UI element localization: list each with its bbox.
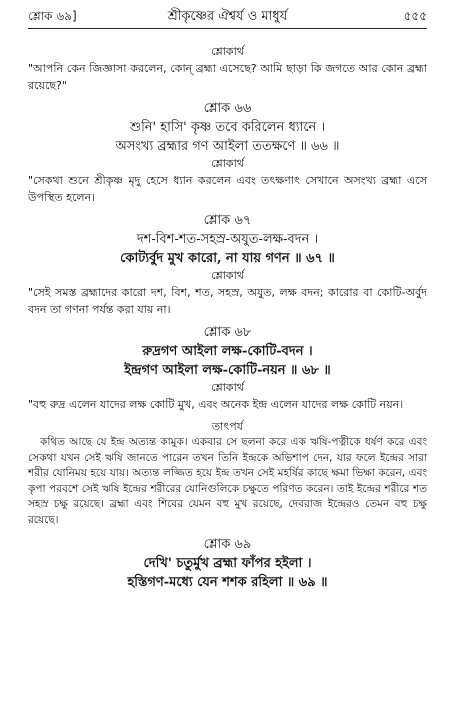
verse-line: অসংখ্য ব্রহ্মার গণ আইলা ততক্ষণে ॥ ৬৬ ॥: [115, 139, 340, 154]
verse-line: শুনি' হাসি' কৃষ্ণ তবে করিলেন ধ্যানে ।: [129, 120, 326, 135]
translation-text: "সেই সমস্ত ব্রহ্মাদের কারো দশ, বিশ, শত, সহস্র, অযুত, লক্ষ বদন; কারোর বা কোটি-অর্বুদ বদন তা গণনা পর্যন্ত করা যায় না।: [28, 286, 427, 316]
header-rule: [28, 28, 427, 29]
translation-label: শ্লোকার্থ: [211, 381, 244, 394]
verse-line: রুদ্রগণ আইলা লক্ষ-কোটি-বদন ।: [142, 344, 313, 359]
verse-line: ইন্দ্রগণ আইলা লক্ষ-কোটি-নয়ন ॥ ৬৮ ॥: [124, 363, 331, 378]
verse-line: দেখি' চতুর্মুখ ব্রহ্মা ফাঁপর হইলা ।: [143, 556, 312, 571]
verse-line: হস্তিগণ-মধ্যে যেন শশক রহিলা ॥ ৬৯ ॥: [127, 575, 328, 590]
verse-line: দশ-বিশ-শত-সহস্র-অযুত-লক্ষ-বদন ।: [136, 232, 319, 247]
translation-label: শ্লোকার্থ: [211, 45, 244, 58]
page-header: [28, 6, 427, 28]
purport-label: তাৎপর্য: [211, 420, 244, 433]
header-verse-ref: শ্লোক ৬৯]: [28, 9, 77, 23]
verse-label: শ্লোক ৬৮: [203, 325, 252, 340]
page-content: [28, 44, 427, 592]
purport-text: কথিত আছে যে ইন্দ্র অত্যন্ত কামুক। একবার সে ছলনা করে এক ঋষি-পত্নীকে ধর্ষণ করে এবং সেকথা যখন সেই ঋষি জানতে পারেন তখন তিনি ইন্দ্রকে অভিশাপ দেন, যার ফলে ইন্দ্রের সারা শরীর যোনিময় হয়ে যায়। অত্যন্ত লজ্জিত হয়ে ইন্দ্র তখন সেই মহর্ষির কাছে ক্ষমা ভিক্ষা করেন, এবং কৃপা পরবশে সেই ঋষি ইন্দ্রের শরীরের যোনিগুলিকে চক্ষুতে পরিণত করেন। তাই ইন্দ্রের শরীরে শত সহস্র চক্ষু রয়েছে। ব্রহ্মা এবং শিবের যেমন বহু মুখ রয়েছে, দেবরাজ ইন্দ্রেরও তেমন বহু চক্ষু রয়েছে।: [28, 436, 427, 526]
translation-text: "বহু রুদ্র এলেন যাদের লক্ষ কোটি মুখ, এবং অনেক ইন্দ্র এলেন যাদের লক্ষ কোটি নয়ন।: [28, 398, 404, 411]
verse-label: শ্লোক ৬৯: [203, 537, 252, 552]
translation-label: শ্লোকার্থ: [211, 157, 244, 170]
header-chapter-title: শ্রীকৃষ্ণের ঐশ্বর্য ও মাধুর্য: [167, 9, 288, 24]
translation-text: "সেকথা শুনে শ্রীকৃষ্ণ মৃদু হেসে ধ্যান করলেন এবং তৎক্ষণাৎ সেখানে অসংখ্য ব্রহ্মা এসে উপস্থিত হলেন।: [28, 174, 427, 204]
translation-label: শ্লোকার্থ: [211, 269, 244, 282]
verse-label: শ্লোক ৬৬: [203, 101, 252, 116]
translation-text: "আপনি কেন জিজ্ঞাসা করলেন, কোন্ ব্রহ্মা এসেছে? আমি ছাড়া কি জগতে আর কোন ব্রহ্মা রয়েছে?": [28, 62, 427, 92]
verse-label: শ্লোক ৬৭: [203, 213, 252, 228]
verse-line: কোট্যর্বুদ মুখ কারো, না যায় গণন ॥ ৬৭ ॥: [120, 251, 335, 266]
header-page-number: ৫৫৫: [403, 9, 427, 23]
